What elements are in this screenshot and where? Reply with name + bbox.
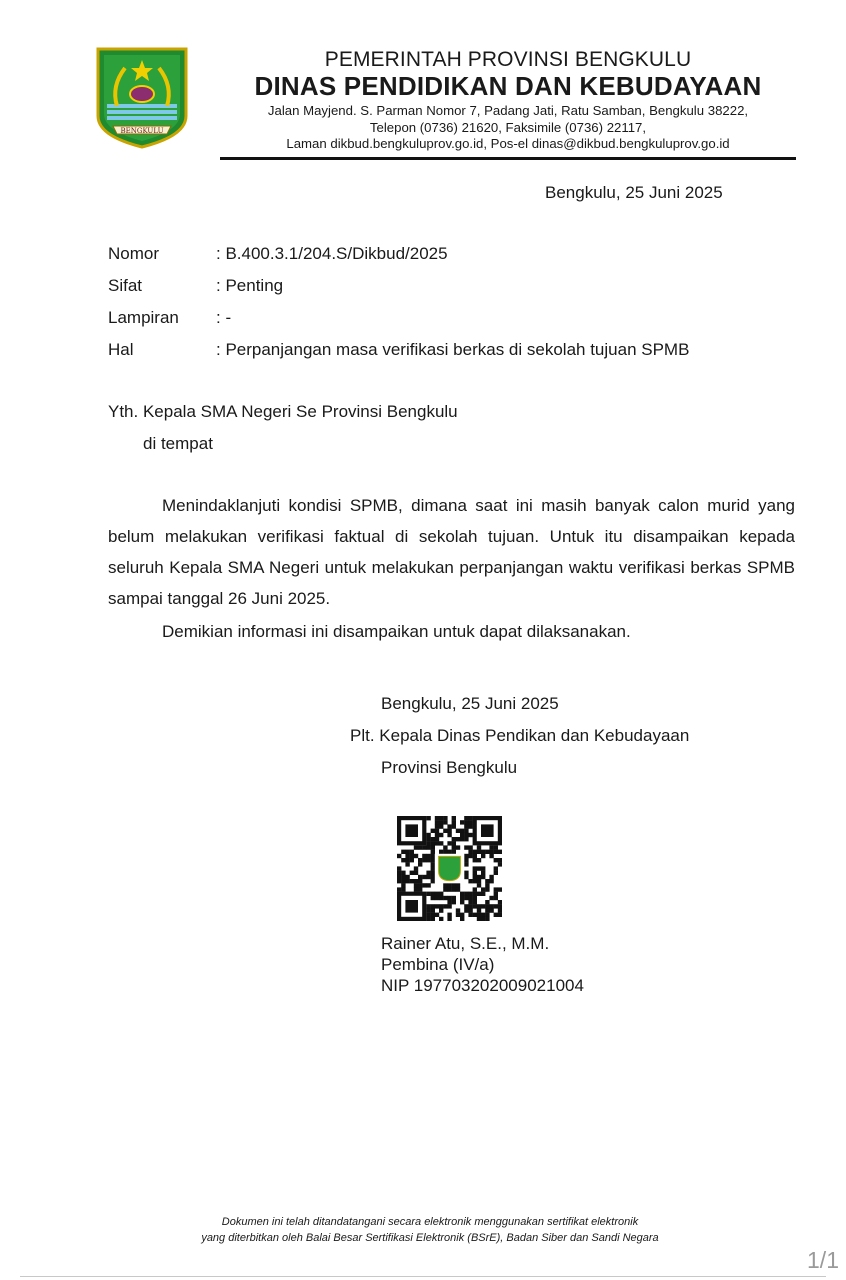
e-signature-notice-line-2: yang diterbitkan oleh Balai Besar Sertifikasi Elektronik (BSrE), Badan Siber dan Sandi Negara [201,1232,659,1244]
recipient-location: di tempat [143,434,213,453]
letterhead-divider [220,157,796,160]
e-signature-notice-line-1: Dokumen ini telah ditandatangani secara elektronik menggunakan sertifikat elektronik [221,1216,639,1228]
body-paragraph-2 [108,616,795,647]
body-paragraph-2-text: Demikian informasi ini disampaikan untuk dapat dilaksanakan. [162,622,631,641]
body-paragraph-1 [108,490,795,614]
letterhead-address: Jalan Mayjend. S. Parman Nomor 7, Padang Jati, Ratu Samban, Bengkulu 38222, [267,103,749,118]
meta-label-hal: Hal [108,340,134,359]
body-paragraph-1-text: Menindaklanjuti kondisi SPMB, dimana saat ini masih banyak calon murid yang belum melakukan verifikasi faktual di sekolah tujuan. Untuk itu disampaikan kepada seluruh Kepala SMA Negeri untuk melakukan perpanjangan waktu verifikasi berkas SPMB sampai tanggal 26 Juni 2025. [108,496,795,608]
letterhead-phone: Telepon (0736) 21620, Faksimile (0736) 22117, [369,120,647,135]
meta-value-lampiran: : - [216,308,232,327]
letterhead-agency: DINAS PENDIDIKAN DAN KEBUDAYAAN [254,71,762,101]
letterhead-web-email: Laman dikbud.bengkuluprov.go.id, Pos-el dinas@dikbud.bengkuluprov.go.id [286,136,730,151]
meta-value-hal: : Perpanjangan masa verifikasi berkas di sekolah tujuan SPMB [216,340,690,359]
page-indicator: 1/1 [807,1247,839,1273]
signer-rank: Pembina (IV/a) [381,955,495,974]
meta-value-nomor: : B.400.3.1/204.S/Dikbud/2025 [216,244,448,263]
page-bottom-edge [20,1276,826,1277]
signature-date: Bengkulu, 25 Juni 2025 [381,694,559,713]
svg-text:BENGKULU: BENGKULU [120,127,164,135]
letter-date: Bengkulu, 25 Juni 2025 [545,183,723,202]
letterhead-government: PEMERINTAH PROVINSI BENGKULU [324,48,692,71]
meta-label-nomor: Nomor [108,244,160,263]
province-emblem-logo [95,46,189,150]
signature-position: Plt. Kepala Dinas Pendikan dan Kebudayaan [350,726,690,745]
meta-value-sifat: : Penting [216,276,284,295]
signature-province: Provinsi Bengkulu [381,758,518,777]
signer-nip: NIP 197703202009021004 [381,976,584,995]
e-signature-qr-code [397,816,502,921]
recipient-line: Yth. Kepala SMA Negeri Se Provinsi Bengkulu [108,402,458,421]
meta-label-lampiran: Lampiran [108,308,179,327]
meta-label-sifat: Sifat [108,276,143,295]
signer-name: Rainer Atu, S.E., M.M. [381,934,550,953]
